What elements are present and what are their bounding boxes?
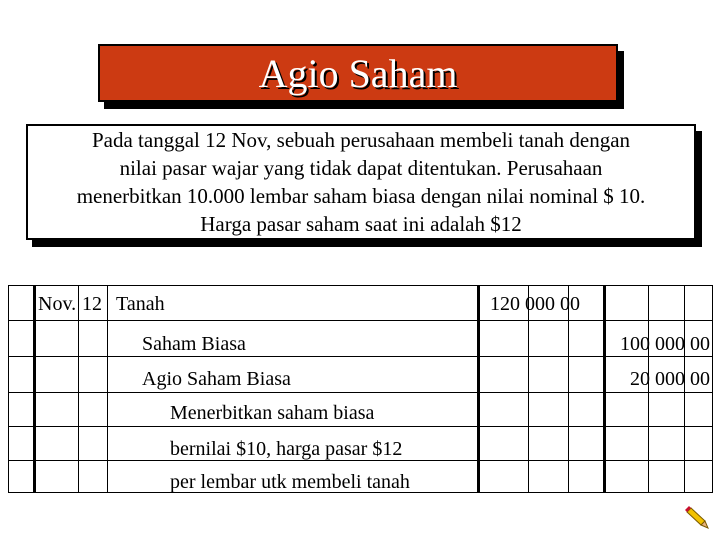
grid-line: [107, 285, 108, 493]
credit-cell-white: [528, 320, 568, 492]
description-line: nilai pasar wajar yang tidak dapat ditentukan. Perusahaan: [119, 156, 603, 180]
grid-line: [568, 285, 569, 493]
grid-line: [528, 285, 529, 493]
page-title: Agio Saham: [258, 50, 458, 96]
grid-line: [477, 285, 480, 493]
journal-account: Saham Biasa: [142, 333, 246, 355]
grid-line: [712, 285, 713, 493]
grid-line: [8, 320, 713, 321]
grid-line: [8, 356, 713, 357]
grid-line: [8, 285, 9, 493]
description-line: menerbitkan 10.000 lembar saham biasa dengan nilai nominal $ 10.: [76, 184, 646, 208]
journal-narration: per lembar utk membeli tanah: [170, 471, 410, 493]
pencil-icon[interactable]: [684, 504, 710, 535]
grid-line: [8, 426, 713, 427]
journal-debit: 120 000 00: [490, 293, 580, 315]
journal-credit: 20 000 00: [630, 368, 710, 390]
grid-line: [33, 285, 36, 493]
journal-date-day: 12: [82, 293, 102, 315]
description-line: Pada tanggal 12 Nov, sebuah perusahaan membeli tanah dengan: [91, 128, 631, 152]
description-line: Harga pasar saham saat ini adalah $12: [200, 212, 522, 236]
journal-credit: 100 000 00: [620, 333, 710, 355]
journal-account: Tanah: [116, 293, 165, 315]
journal-narration: Menerbitkan saham biasa: [170, 402, 375, 424]
journal-account: Agio Saham Biasa: [142, 368, 291, 390]
journal-narration: bernilai $10, harga pasar $12: [170, 438, 403, 460]
grid-line: [8, 285, 713, 286]
grid-line: [8, 392, 713, 393]
journal-date-month: Nov.: [38, 293, 77, 315]
grid-line: [78, 285, 79, 493]
